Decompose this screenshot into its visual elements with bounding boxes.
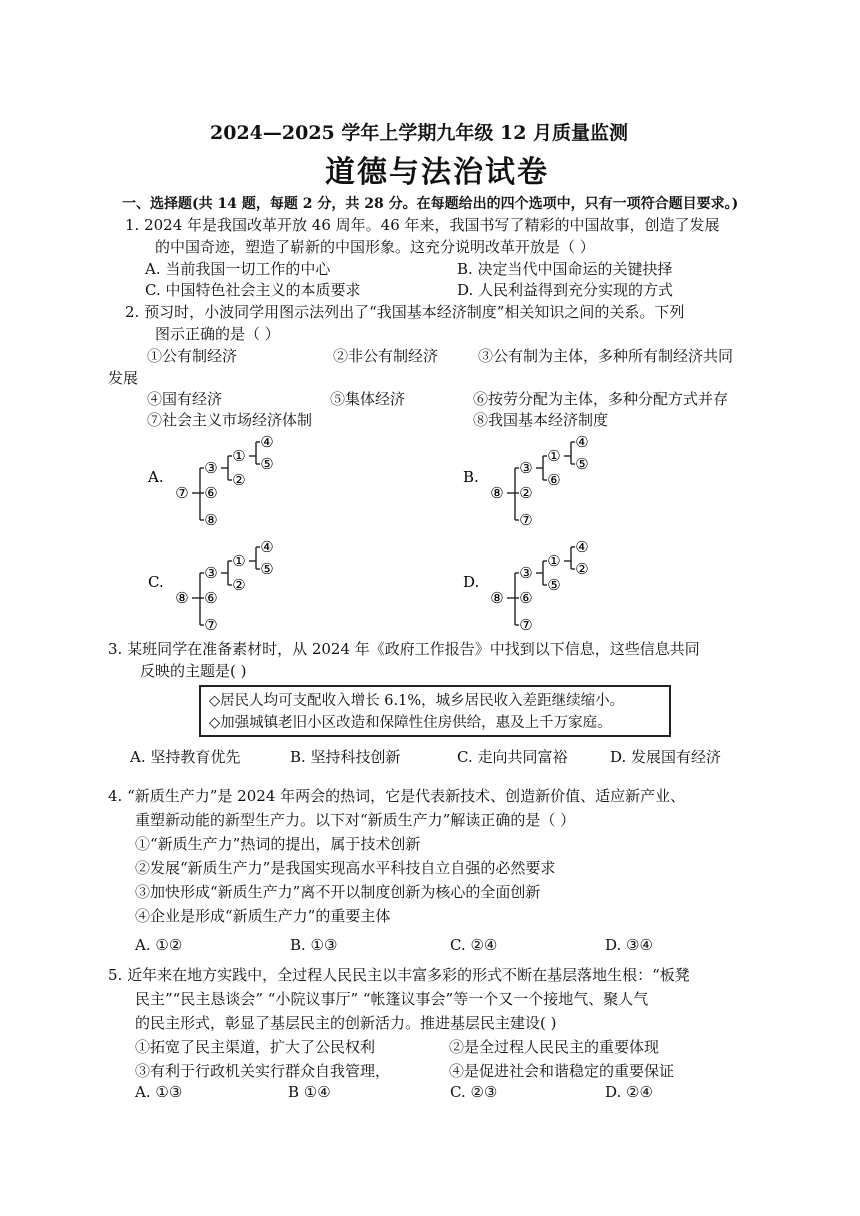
q4-statement-3: ③加快形成“新质生产力”离不开以制度创新为核心的全面创新: [135, 883, 541, 901]
diagram-level2-node: ③: [204, 459, 218, 477]
exam-title-line1: 2024—2025 学年上学期九年级 12 月质量监测: [210, 122, 629, 144]
q4-stem-line2: 重塑新动能的新型生产力。以下对“新质生产力”解读正确的是（ ）: [135, 811, 576, 829]
q4-option-d: D. ③④: [605, 936, 653, 954]
diagram-root-node: ⑧: [490, 589, 504, 607]
q1-option-c: C. 中国特色社会主义的本质要求: [145, 281, 361, 299]
q3-option-c: C. 走向共同富裕: [457, 748, 568, 766]
diagram-level2-node: ⑦: [204, 616, 218, 634]
diagram-root-node: ⑦: [175, 484, 189, 502]
diagram-label: C.: [148, 573, 164, 591]
q1-option-d: D. 人民利益得到充分实现的方式: [457, 281, 674, 299]
diagram-level4-node: ④: [260, 538, 274, 556]
q5-option-d: D. ②④: [605, 1083, 653, 1101]
diagram-level3-node: ⑤: [547, 576, 561, 594]
diagram-level4-node: ④: [575, 538, 589, 556]
q2-item-2: ②非公有制经济: [333, 347, 439, 365]
diagram-level4-node: ⑤: [260, 455, 274, 473]
diagram-label: D.: [463, 573, 480, 591]
q2-item-4: ④国有经济: [147, 390, 223, 408]
q4-statement-4: ④企业是形成“新质生产力”的重要主体: [135, 907, 391, 925]
diagram-level2-node: ⑦: [519, 511, 533, 529]
q2-stem-line1: 2. 预习时，小波同学用图示法列出了“我国基本经济制度”相关知识之间的关系。下列: [125, 303, 685, 321]
diagram-level2-node: ②: [519, 484, 533, 502]
diagram-level3-node: ①: [232, 447, 246, 465]
q4-statement-2: ②发展“新质生产力”是我国实现高水平科技自立自强的必然要求: [135, 859, 556, 877]
section-heading: 一、选择题(共 14 题，每题 2 分，共 28 分。在每题给出的四个选项中，只有一项符合题目要求。): [122, 196, 739, 212]
diagram-level3-node: ⑥: [547, 471, 561, 489]
q1-option-a: A. 当前我国一切工作的中心: [145, 260, 331, 278]
q4-statement-1: ①“新质生产力”热词的提出，属于技术创新: [135, 835, 421, 853]
q1-stem-line1: 1. 2024 年是我国改革开放 46 周年。46 年来，我国书写了精彩的中国故事，创造了发展: [125, 216, 720, 234]
q4-stem-line1: 4. “新质生产力”是 2024 年两会的热词，它是代表新技术、创造新价值、适应新产业、: [108, 787, 686, 805]
diagram-level2-node: ⑥: [519, 589, 533, 607]
q5-option-c: C. ②③: [450, 1083, 498, 1101]
q1-stem-line2: 的中国奇迹，塑造了崭新的中国形象。这充分说明改革开放是（ ）: [155, 238, 595, 256]
diagram-root-node: ⑧: [175, 589, 189, 607]
diagram-level3-node: ①: [547, 447, 561, 465]
q2-item-7: ⑦社会主义市场经济体制: [147, 411, 313, 429]
q2-item-1: ①公有制经济: [147, 347, 238, 365]
q3-info-line1: ◇居民人均可支配收入增长 6.1%，城乡居民收入差距继续缩小。: [209, 693, 625, 709]
q5-stem-line3: 的民主形式，彰显了基层民主的创新活力。推进基层民主建设( ): [135, 1014, 557, 1032]
q5-option-b: B ①④: [288, 1083, 331, 1101]
q5-stem-line1: 5. 近年来在地方实践中，全过程人民民主以丰富多彩的形式不断在基层落地生根：“板凳: [108, 966, 690, 984]
q5-option-a: A. ①③: [135, 1083, 183, 1101]
q4-option-b: B. ①③: [290, 936, 338, 954]
diagram-level2-node: ③: [204, 564, 218, 582]
q5-statement-1: ①拓宽了民主渠道，扩大了公民权利: [135, 1038, 376, 1056]
diagram-level4-node: ②: [575, 560, 589, 578]
diagram-level4-node: ⑤: [575, 455, 589, 473]
q3-stem-line1: 3. 某班同学在准备素材时，从 2024 年《政府工作报告》中找到以下信息，这些信息共同: [108, 640, 700, 658]
q3-stem-line2: 反映的主题是( ): [140, 662, 247, 680]
diagram-level3-node: ①: [232, 552, 246, 570]
diagram-level3-node: ①: [547, 552, 561, 570]
q2-diagram-b: [455, 430, 625, 530]
q3-option-a: A. 坚持教育优先: [130, 748, 241, 766]
q5-statement-4: ④是促进社会和谐稳定的重要保证: [449, 1062, 675, 1080]
diagram-level4-node: ④: [575, 433, 589, 451]
diagram-level2-node: ⑥: [204, 589, 218, 607]
diagram-level2-node: ⑥: [204, 484, 218, 502]
q2-diagram-c: [140, 535, 310, 635]
diagram-label: B.: [463, 468, 479, 486]
q2-item-8: ⑧我国基本经济制度: [473, 411, 609, 429]
diagram-level3-node: ②: [232, 576, 246, 594]
q5-stem-line2: 民主”“民主恳谈会” “小院议事厅” “帐篷议事会”等一个又一个接地气、聚人气: [135, 990, 649, 1008]
q2-stem-line2: 图示正确的是（ ）: [155, 325, 280, 343]
exam-title-subject: 道德与法治试卷: [325, 155, 549, 190]
diagram-level2-node: ③: [519, 564, 533, 582]
q5-statement-2: ②是全过程人民民主的重要体现: [449, 1038, 660, 1056]
diagram-level4-node: ④: [260, 433, 274, 451]
q1-option-b: B. 决定当代中国命运的关键抉择: [457, 260, 673, 278]
diagram-level2-node: ⑦: [519, 616, 533, 634]
q2-item-6: ⑥按劳分配为主体，多种分配方式并存: [473, 390, 729, 408]
q2-item-3-continued: 发展: [108, 369, 139, 387]
q3-info-line2: ◇加强城镇老旧小区改造和保障性住房供给，惠及上千万家庭。: [209, 715, 612, 731]
q2-item-3: ③公有制为主体，多种所有制经济共同: [478, 347, 734, 365]
q2-diagram-a: [140, 430, 310, 530]
diagram-level3-node: ②: [232, 471, 246, 489]
q3-option-d: D. 发展国有经济: [610, 748, 722, 766]
q2-diagram-d: [455, 535, 625, 635]
q2-item-5: ⑤集体经济: [330, 390, 406, 408]
q3-info-box: [199, 685, 671, 737]
q3-option-b: B. 坚持科技创新: [290, 748, 401, 766]
diagram-level2-node: ③: [519, 459, 533, 477]
q5-statement-3: ③有利于行政机关实行群众自我管理，: [135, 1062, 391, 1080]
diagram-level4-node: ⑤: [260, 560, 274, 578]
diagram-root-node: ⑧: [490, 484, 504, 502]
q4-option-a: A. ①②: [135, 936, 183, 954]
q4-option-c: C. ②④: [450, 936, 498, 954]
diagram-level2-node: ⑧: [204, 511, 218, 529]
diagram-label: A.: [148, 468, 164, 486]
